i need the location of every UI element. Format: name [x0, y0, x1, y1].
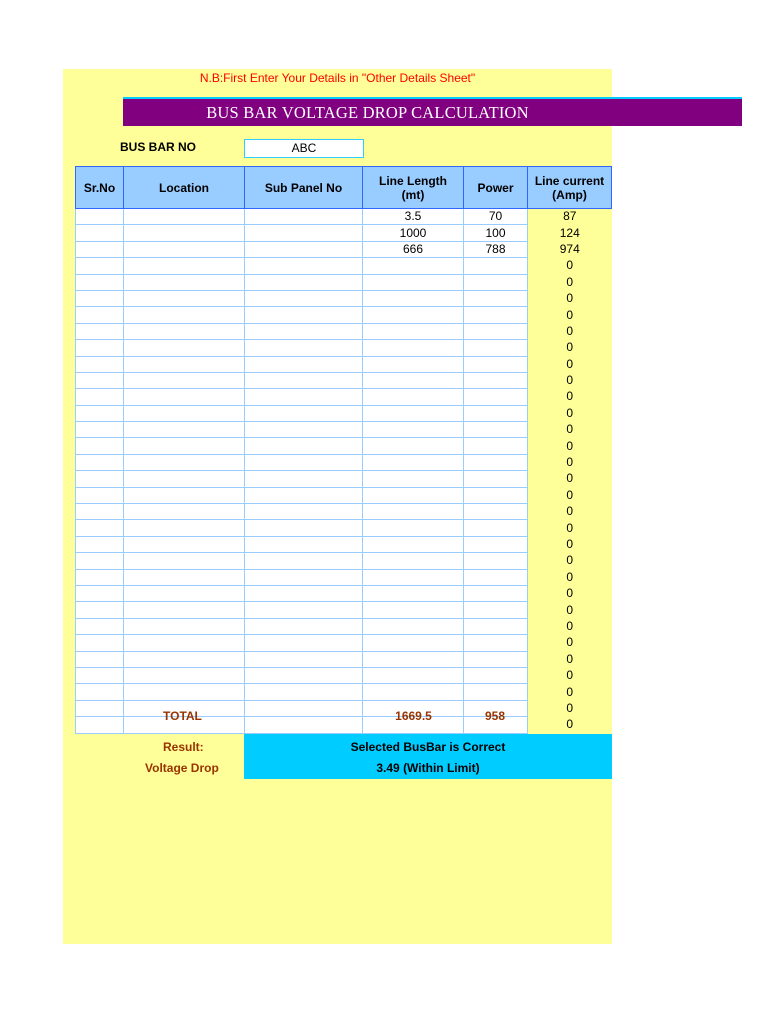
srno-cell[interactable]	[76, 340, 124, 356]
srno-cell[interactable]	[76, 323, 124, 339]
table-row	[76, 471, 612, 487]
table-row	[76, 356, 612, 372]
location-cell[interactable]	[124, 553, 245, 569]
srno-cell[interactable]	[76, 635, 124, 651]
location-cell[interactable]	[124, 405, 245, 421]
power-cell[interactable]	[464, 405, 528, 421]
table-row	[76, 487, 612, 503]
instruction-note: N.B:First Enter Your Details in "Other Details Sheet"	[199, 71, 476, 85]
line-current-cell: 0	[566, 373, 574, 388]
line-length-cell[interactable]	[363, 389, 464, 405]
line-length-cell[interactable]	[363, 340, 464, 356]
total-power: 958	[484, 709, 506, 723]
srno-cell[interactable]	[76, 290, 124, 306]
power-cell[interactable]	[464, 602, 528, 618]
srno-cell[interactable]	[76, 684, 124, 700]
line-length-unit: (mt)	[401, 187, 425, 202]
line-length-cell[interactable]	[363, 274, 464, 290]
power-cell[interactable]	[464, 274, 528, 290]
table-row	[76, 700, 612, 716]
subpanel-cell[interactable]	[245, 241, 363, 257]
line-current-cell: 0	[566, 455, 574, 470]
location-cell[interactable]	[124, 536, 245, 552]
srno-cell[interactable]	[76, 553, 124, 569]
subpanel-cell[interactable]	[245, 438, 363, 454]
line-length-cell[interactable]	[363, 405, 464, 421]
srno-cell[interactable]	[76, 258, 124, 274]
subpanel-cell[interactable]	[245, 258, 363, 274]
power-cell[interactable]	[464, 454, 528, 470]
col-header-line-length	[363, 167, 464, 209]
line-length-cell[interactable]	[363, 454, 464, 470]
location-cell[interactable]	[124, 356, 245, 372]
table-row	[76, 340, 612, 356]
line-current-cell: 0	[566, 586, 574, 601]
line-length-cell[interactable]	[363, 635, 464, 651]
table-row	[76, 536, 612, 552]
page-title: BUS BAR VOLTAGE DROP CALCULATION	[206, 103, 529, 122]
line-length-cell[interactable]	[363, 585, 464, 601]
srno-cell[interactable]	[76, 504, 124, 520]
subpanel-cell[interactable]	[245, 323, 363, 339]
srno-cell[interactable]	[76, 422, 124, 438]
line-length-cell[interactable]	[363, 290, 464, 306]
power-cell[interactable]	[464, 684, 528, 700]
location-cell[interactable]	[124, 471, 245, 487]
line-current-cell: 0	[566, 422, 574, 437]
srno-cell[interactable]	[76, 569, 124, 585]
line-length-cell[interactable]	[363, 372, 464, 388]
table-header-row	[76, 167, 612, 209]
table-row	[76, 585, 612, 601]
subpanel-cell[interactable]	[245, 454, 363, 470]
location-cell[interactable]	[124, 569, 245, 585]
line-current-cell: 0	[566, 307, 574, 322]
srno-cell[interactable]	[76, 241, 124, 257]
location-cell[interactable]	[124, 454, 245, 470]
subpanel-cell[interactable]	[245, 209, 363, 225]
table-row	[76, 717, 612, 733]
line-length-cell[interactable]	[363, 438, 464, 454]
power-cell[interactable]	[464, 536, 528, 552]
table-row	[76, 438, 612, 454]
table-row	[76, 323, 612, 339]
line-length-cell[interactable]	[363, 553, 464, 569]
line-length-cell[interactable]	[363, 487, 464, 503]
table-row	[76, 405, 612, 421]
subpanel-cell[interactable]	[245, 290, 363, 306]
line-current-cell: 974	[559, 241, 580, 256]
line-length-cell[interactable]	[363, 356, 464, 372]
line-length-cell[interactable]	[363, 569, 464, 585]
power-cell[interactable]	[464, 290, 528, 306]
line-length-cell[interactable]	[363, 307, 464, 323]
table-row	[76, 569, 612, 585]
col-header-location: Location	[124, 167, 245, 209]
voltage-drop-label: Voltage Drop	[145, 761, 219, 775]
subpanel-cell[interactable]	[245, 225, 363, 241]
srno-cell[interactable]	[76, 307, 124, 323]
srno-cell[interactable]	[76, 667, 124, 683]
power-cell[interactable]	[464, 307, 528, 323]
line-length-cell[interactable]	[363, 618, 464, 634]
line-current-cell: 0	[566, 668, 574, 683]
line-length-cell[interactable]	[363, 602, 464, 618]
line-current-cell: 0	[566, 700, 574, 715]
table-row	[76, 241, 612, 257]
location-cell[interactable]	[124, 290, 245, 306]
busbar-no-label: BUS BAR NO	[120, 140, 197, 154]
srno-cell[interactable]	[76, 520, 124, 536]
subpanel-cell[interactable]	[245, 389, 363, 405]
location-cell[interactable]	[124, 684, 245, 700]
line-current-cell: 0	[566, 340, 574, 355]
line-length-cell[interactable]	[363, 422, 464, 438]
line-length-cell[interactable]	[363, 258, 464, 274]
table-row	[76, 602, 612, 618]
col-header-subpanel: Sub Panel No	[245, 167, 363, 209]
table-row	[76, 274, 612, 290]
line-length-cell[interactable]	[363, 667, 464, 683]
result-label: Result:	[163, 740, 204, 754]
line-length-cell[interactable]: 3.5	[363, 209, 464, 225]
line-length-title: Line Length	[379, 173, 447, 188]
subpanel-cell[interactable]	[245, 684, 363, 700]
total-label: TOTAL	[163, 709, 202, 723]
line-current-cell: 0	[566, 291, 574, 306]
srno-cell[interactable]	[76, 356, 124, 372]
line-current-cell: 0	[566, 389, 574, 404]
table-row	[76, 225, 612, 241]
line-current-cell: 0	[566, 553, 574, 568]
srno-cell[interactable]	[76, 274, 124, 290]
power-cell[interactable]	[464, 520, 528, 536]
power-cell[interactable]	[464, 340, 528, 356]
srno-cell[interactable]	[76, 438, 124, 454]
line-current-cell: 0	[566, 258, 574, 273]
power-cell[interactable]	[464, 667, 528, 683]
srno-cell[interactable]	[76, 471, 124, 487]
location-cell[interactable]	[124, 241, 245, 257]
line-length-cell[interactable]	[363, 323, 464, 339]
subpanel-cell[interactable]	[245, 274, 363, 290]
line-current-cell: 0	[566, 405, 574, 420]
line-current-cell: 0	[566, 602, 574, 617]
subpanel-cell[interactable]	[245, 618, 363, 634]
srno-cell[interactable]	[76, 700, 124, 716]
subpanel-cell[interactable]	[245, 372, 363, 388]
line-current-cell: 0	[566, 356, 574, 371]
line-current-cell: 0	[566, 323, 574, 338]
subpanel-cell[interactable]	[245, 602, 363, 618]
line-current-cell: 0	[566, 438, 574, 453]
power-cell[interactable]	[464, 356, 528, 372]
subpanel-cell[interactable]	[245, 585, 363, 601]
subpanel-cell[interactable]	[245, 667, 363, 683]
srno-cell[interactable]	[76, 585, 124, 601]
table-row	[76, 372, 612, 388]
table-row	[76, 307, 612, 323]
power-cell[interactable]	[464, 438, 528, 454]
subpanel-cell[interactable]	[245, 471, 363, 487]
col-header-line-current	[528, 167, 612, 209]
line-current-cell: 124	[559, 225, 580, 240]
line-length-cell[interactable]: 1000	[363, 225, 464, 241]
srno-cell[interactable]	[76, 602, 124, 618]
location-cell[interactable]	[124, 422, 245, 438]
srno-cell[interactable]	[76, 454, 124, 470]
table-row	[76, 635, 612, 651]
location-cell[interactable]	[124, 487, 245, 503]
srno-cell[interactable]	[76, 389, 124, 405]
line-current-cell: 0	[566, 537, 574, 551]
line-current-cell: 0	[566, 274, 574, 289]
location-cell[interactable]	[124, 520, 245, 536]
power-cell[interactable]	[464, 585, 528, 601]
table-row	[76, 209, 612, 225]
table-row	[76, 667, 612, 683]
table-row	[76, 618, 612, 634]
table-row	[76, 422, 612, 438]
power-cell[interactable]	[464, 471, 528, 487]
srno-cell[interactable]	[76, 225, 124, 241]
subpanel-cell[interactable]	[245, 635, 363, 651]
power-cell[interactable]: 70	[464, 209, 528, 225]
subpanel-cell[interactable]	[245, 520, 363, 536]
line-current-cell: 0	[566, 504, 574, 519]
table-row	[76, 684, 612, 700]
voltage-drop-value: 3.49 (Within Limit)	[376, 761, 480, 775]
srno-cell[interactable]	[76, 405, 124, 421]
table-row	[76, 389, 612, 405]
location-cell[interactable]	[124, 585, 245, 601]
power-cell[interactable]	[464, 258, 528, 274]
line-current-cell: 0	[566, 487, 574, 502]
location-cell[interactable]	[124, 258, 245, 274]
location-cell[interactable]	[124, 340, 245, 356]
subpanel-cell[interactable]	[245, 356, 363, 372]
power-cell[interactable]: 100	[464, 225, 528, 241]
location-cell[interactable]	[124, 618, 245, 634]
line-length-cell[interactable]: 666	[363, 241, 464, 257]
srno-cell[interactable]	[76, 618, 124, 634]
location-cell[interactable]	[124, 323, 245, 339]
line-current-cell: 0	[566, 471, 574, 486]
table-row	[76, 290, 612, 306]
location-cell[interactable]	[124, 667, 245, 683]
table-body	[76, 209, 612, 734]
line-length-cell[interactable]	[363, 504, 464, 520]
location-cell[interactable]	[124, 209, 245, 225]
power-cell[interactable]	[464, 389, 528, 405]
busbar-no-input[interactable]: ABC	[244, 139, 364, 158]
location-cell[interactable]	[124, 635, 245, 651]
srno-cell[interactable]	[76, 487, 124, 503]
result-message: Selected BusBar is Correct	[350, 740, 506, 754]
line-current-title: Line current	[534, 173, 605, 188]
line-length-cell[interactable]	[363, 520, 464, 536]
col-header-power: Power	[464, 167, 528, 209]
srno-cell[interactable]	[76, 209, 124, 225]
subpanel-cell[interactable]	[245, 422, 363, 438]
line-length-cell[interactable]	[363, 471, 464, 487]
power-cell[interactable]	[464, 569, 528, 585]
power-cell[interactable]	[464, 422, 528, 438]
table-row	[76, 258, 612, 274]
power-cell[interactable]	[464, 635, 528, 651]
location-cell[interactable]	[124, 372, 245, 388]
line-length-cell[interactable]	[363, 651, 464, 667]
subpanel-cell[interactable]	[245, 307, 363, 323]
subpanel-cell[interactable]	[245, 487, 363, 503]
location-cell[interactable]	[124, 651, 245, 667]
srno-cell[interactable]	[76, 372, 124, 388]
table-row	[76, 454, 612, 470]
line-current-cell: 0	[566, 520, 574, 535]
subpanel-cell[interactable]	[245, 536, 363, 552]
power-cell[interactable]	[464, 372, 528, 388]
location-cell[interactable]	[124, 225, 245, 241]
subpanel-cell[interactable]	[245, 700, 363, 716]
location-cell[interactable]	[124, 389, 245, 405]
power-cell[interactable]: 788	[464, 241, 528, 257]
line-length-cell[interactable]	[363, 536, 464, 552]
location-cell[interactable]	[124, 504, 245, 520]
power-cell[interactable]	[464, 553, 528, 569]
subpanel-cell[interactable]	[245, 569, 363, 585]
location-cell[interactable]	[124, 274, 245, 290]
line-current-cell: 0	[566, 569, 574, 584]
total-length: 1669.5	[395, 709, 432, 723]
calculation-table	[75, 166, 612, 734]
line-current-unit: (Amp)	[552, 187, 587, 202]
srno-cell[interactable]	[76, 651, 124, 667]
power-cell[interactable]	[464, 504, 528, 520]
col-header-srno: Sr.No	[76, 167, 124, 209]
line-current-cell: 0	[566, 717, 574, 732]
subpanel-cell[interactable]	[245, 717, 363, 733]
power-cell[interactable]	[464, 487, 528, 503]
power-cell[interactable]	[464, 651, 528, 667]
srno-cell[interactable]	[76, 717, 124, 733]
subpanel-cell[interactable]	[245, 651, 363, 667]
table-row	[76, 504, 612, 520]
table-row	[76, 553, 612, 569]
location-cell[interactable]	[124, 602, 245, 618]
srno-cell[interactable]	[76, 536, 124, 552]
line-current-cell: 0	[566, 684, 574, 699]
subpanel-cell[interactable]	[245, 504, 363, 520]
line-current-cell: 0	[566, 635, 574, 650]
subpanel-cell[interactable]	[245, 340, 363, 356]
line-current-cell: 0	[566, 618, 574, 633]
subpanel-cell[interactable]	[245, 405, 363, 421]
location-cell[interactable]	[124, 307, 245, 323]
subpanel-cell[interactable]	[245, 553, 363, 569]
line-current-cell: 0	[566, 651, 574, 666]
line-current-cell: 87	[563, 209, 577, 224]
table-row	[76, 520, 612, 536]
table-row	[76, 651, 612, 667]
location-cell[interactable]	[124, 438, 245, 454]
power-cell[interactable]	[464, 618, 528, 634]
line-length-cell[interactable]	[363, 684, 464, 700]
power-cell[interactable]	[464, 323, 528, 339]
